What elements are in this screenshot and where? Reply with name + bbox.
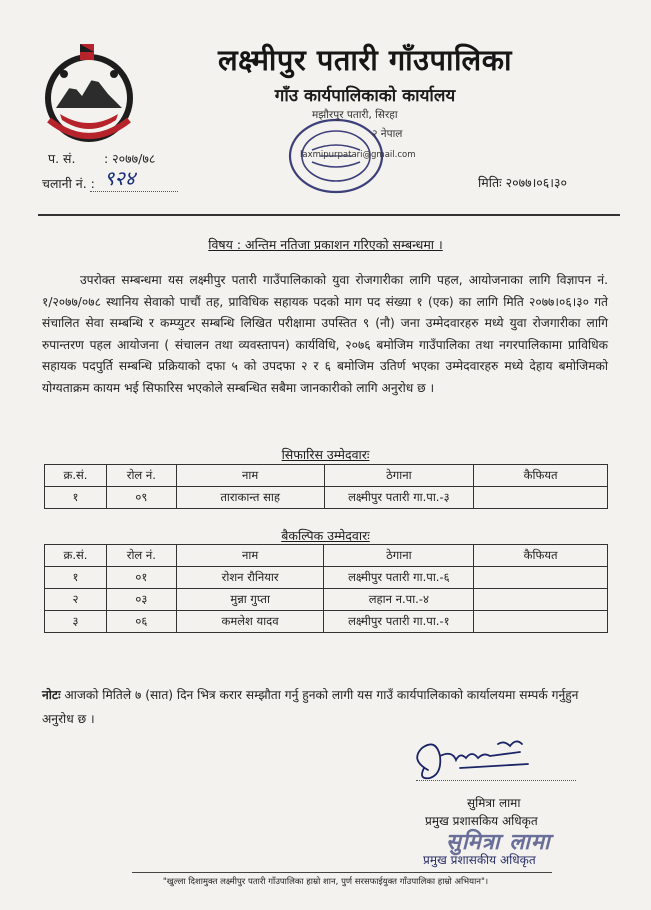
table-row <box>45 567 608 589</box>
dispatch-number: ९२४ <box>104 166 136 190</box>
name-stamp: सुमित्रा लामा <box>446 830 551 855</box>
cell-name: मुन्ना गुप्ता <box>176 589 324 611</box>
office-subtitle: गाँउ कार्यपालिकाको कार्यालय <box>274 86 456 106</box>
letter-body-text: उपरोक्त सम्बन्धमा यस लक्ष्मीपुर पतारी गाउँपालिकाको युवा रोजगारीका लागि पहल, आयोजनाका लागि विज्ञापन नं. १/२०७७/०७८ स्थानिय सेवाको पाचौं तह, प्राविधिक सहायक पदको माग पद संख्या १ (एक) का लागि मिति २०७७।०६।३० गते संचालित सेवा सम्बन्धि र कम्प्युटर सम्बन्धि लिखित परीक्षामा उपस्तित ९ (नौ) जना उम्मेदवारहरु मध्ये युवा रोजगारीका लागि रुपान्तरण पहल आयोजना ( संचालन तथा व्यवस्तापन) कार्यविधि, २०७६ बमोजिम गाउँपालिका तथा नगरपालिकामा प्राविधिक सहायक पदपुर्ति सम्बन्धि प्रक्रियाको दफा ५ को उपदफा २ र ६ बमोजिम उतिर्ण भएका उम्मेदवारहरु मध्ये देहाय बमोजिमको योग्यताक्रम कायम भई सिफारिस भएकोले सम्बन्धित सबैमा जानकारीको लागि अनुरोध छ । <box>42 273 608 395</box>
reference-number: : २०७७/७८ <box>104 151 156 166</box>
table-row <box>45 589 608 611</box>
header-address: ठेगाना <box>324 465 474 487</box>
cell-serial: १ <box>45 567 107 589</box>
note-paragraph <box>42 683 608 731</box>
table-row <box>45 487 608 509</box>
header-serial: क्र.सं. <box>45 465 107 487</box>
cell-roll: ०१ <box>106 567 176 589</box>
cell-roll: ०६ <box>106 611 176 633</box>
cell-remarks <box>474 567 608 589</box>
letter-date: मितिः २०७७।०६।३० <box>478 175 568 190</box>
cell-address: लहान न.पा.-४ <box>324 589 474 611</box>
recommended-title: सिफारिस उम्मेदवारः <box>281 447 370 462</box>
government-emblem-icon <box>34 40 144 150</box>
header-divider <box>38 214 620 216</box>
letter-subject: विषय : अन्तिम नतिजा प्रकाशन गरिएको सम्बन्धमा । <box>208 237 443 252</box>
header-roll: रोल नं. <box>106 465 176 487</box>
cell-address: लक्ष्मीपुर पतारी गा.पा.-६ <box>324 567 474 589</box>
cell-name: रोशन रौनियार <box>176 567 324 589</box>
header-address: ठेगाना <box>324 545 474 567</box>
footer-divider <box>132 872 552 873</box>
alternate-title: बैकल्पिक उम्मेदवारः <box>281 528 370 543</box>
cell-name: कमलेश यादव <box>176 611 324 633</box>
alternate-table <box>44 544 608 633</box>
note-text: आजको मितिले ७ (सात) दिन भित्र करार सम्झौता गर्नु हुनको लागी यस गाउँ कार्यपालिकाको कार्यालयमा सम्पर्क गर्नुहुन अनुरोध छ । <box>42 688 579 726</box>
office-name: लक्ष्मीपुर पतारी गाँउपालिका <box>218 43 512 77</box>
cell-address: लक्ष्मीपुर पतारी गा.पा.-१ <box>324 611 474 633</box>
signature-dotted-line <box>416 778 576 781</box>
reference-label: प. सं. <box>48 151 76 166</box>
header-name: नाम <box>176 465 324 487</box>
signatory-post: प्रमुख प्रशासकिय अधिकृत <box>425 814 538 828</box>
letter-body <box>42 270 608 400</box>
table-row <box>45 611 608 633</box>
cell-roll: ०९ <box>106 487 176 509</box>
header-remarks: कैफियत <box>474 465 608 487</box>
signatory-name: सुमित्रा लामा <box>467 796 521 810</box>
cell-roll: ०३ <box>106 589 176 611</box>
header-remarks: कैफियत <box>474 545 608 567</box>
post-stamp: प्रमुख प्रशासकीय अधिकृत <box>423 853 536 867</box>
table-header-row <box>45 465 608 487</box>
cell-serial: ३ <box>45 611 107 633</box>
cell-serial: १ <box>45 487 107 509</box>
cell-name: ताराकान्त साह <box>176 487 324 509</box>
cell-remarks <box>474 611 608 633</box>
office-address: मझौरपुर पतारी, सिरहा <box>312 109 398 121</box>
cell-remarks <box>474 589 608 611</box>
header-name: नाम <box>176 545 324 567</box>
office-email: laxmipurpatari@gmail.com <box>300 150 416 160</box>
header-serial: क्र.सं. <box>45 545 107 567</box>
cell-address: लक्ष्मीपुर पतारी गा.पा.-३ <box>324 487 474 509</box>
office-address-country: २ नेपाल <box>372 128 403 140</box>
cell-remarks <box>474 487 608 509</box>
dispatch-label: चलानी नं. : <box>42 176 95 191</box>
note-label: नोटः <box>42 688 61 702</box>
footer-slogan: "खुल्ला दिशामुक्त लक्ष्मीपुर पतारी गाँउपालिका हाम्रो शान, पुर्ण सरसफाईयुक्त गाँउपालिका हाम्रो अभियान"। <box>162 877 489 887</box>
table-header-row <box>45 545 608 567</box>
cell-serial: २ <box>45 589 107 611</box>
recommended-table <box>44 464 608 509</box>
header-roll: रोल नं. <box>106 545 176 567</box>
